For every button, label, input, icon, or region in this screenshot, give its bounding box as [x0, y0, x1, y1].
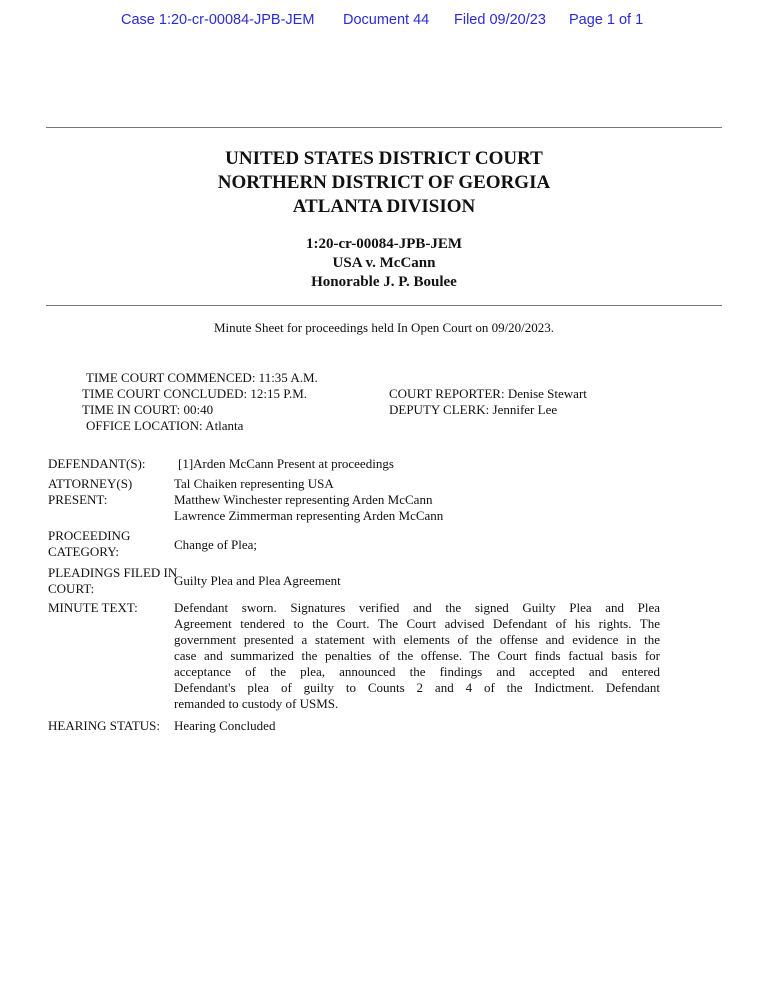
attorney-item: Tal Chaiken representing USA: [174, 476, 334, 491]
pleadings-value: Guilty Plea and Plea Agreement: [174, 573, 341, 588]
hearing-status-value: Hearing Concluded: [174, 718, 276, 733]
proceeding-label: [48, 528, 130, 560]
defendant-label: DEFENDANT(S):: [48, 456, 146, 471]
hearing-status-label: HEARING STATUS:: [48, 718, 160, 733]
minute-text-line: Agreement tendered to the Court. The Court advised Defendant of his rights. The: [174, 616, 660, 631]
divider: [46, 127, 722, 128]
minute-text-line: acceptance of the plea, announced the findings and accepted and entered: [174, 664, 660, 679]
minute-text-line: Defendant's plea of guilty to Counts 2 and 4 of the Indictment. Defendant: [174, 680, 660, 695]
attorney-item: Lawrence Zimmerman representing Arden McCann: [174, 508, 444, 523]
minute-text: [174, 600, 660, 712]
case-number: 1:20-cr-00084-JPB-JEM: [305, 236, 463, 252]
document-number-stamp: Document 44: [343, 12, 430, 28]
attorney-label-line: PRESENT:: [48, 492, 108, 507]
filed-date-stamp: Filed 09/20/23: [454, 12, 546, 28]
case-parties: USA v. McCann: [332, 255, 436, 271]
court-name: UNITED STATES DISTRICT COURT: [225, 148, 543, 169]
office-location: OFFICE LOCATION: Atlanta: [86, 418, 244, 433]
case-number-stamp: Case 1:20-cr-00084-JPB-JEM: [121, 12, 315, 28]
court-division: ATLANTA DIVISION: [292, 196, 476, 217]
proceeding-label-line: CATEGORY:: [48, 544, 120, 559]
intro-text: Minute Sheet for proceedings held In Open Court on 09/20/2023.: [213, 320, 555, 335]
deputy-clerk: DEPUTY CLERK: Jennifer Lee: [389, 402, 558, 417]
court-reporter: COURT REPORTER: Denise Stewart: [389, 386, 587, 401]
pleadings-label-line: COURT:: [48, 581, 95, 596]
minute-text-label: MINUTE TEXT:: [48, 600, 138, 615]
judge-name: Honorable J. P. Boulee: [311, 274, 457, 290]
court-heading: [0, 147, 768, 219]
time-commenced: TIME COURT COMMENCED: 11:35 A.M.: [86, 370, 318, 385]
time-in-court: TIME IN COURT: 00:40: [82, 402, 214, 417]
court-district: NORTHERN DISTRICT OF GEORGIA: [217, 172, 551, 193]
attorney-label: [48, 476, 132, 508]
attorney-label-line: ATTORNEY(S): [48, 476, 133, 491]
minute-text-line: case and summarized the penalties of the offense. The Court finds factual basis for: [174, 648, 660, 663]
minute-text-line: government presented a statement with elements of the offense and evidence in the: [174, 632, 660, 647]
proceeding-value: Change of Plea;: [174, 537, 258, 552]
minute-text-line: remanded to custody of USMS.: [174, 696, 339, 711]
attorney-item: Matthew Winchester representing Arden McCann: [174, 492, 433, 507]
attorney-list: [174, 476, 443, 524]
pleadings-label-line: PLEADINGS FILED IN: [48, 565, 178, 580]
defendant-value: [1]Arden McCann Present at proceedings: [178, 456, 394, 471]
proceeding-label-line: PROCEEDING: [48, 528, 131, 543]
case-caption: [0, 235, 768, 292]
minute-text-line: Defendant sworn. Signatures verified and the signed Guilty Plea and Plea: [174, 600, 660, 615]
time-concluded: TIME COURT CONCLUDED: 12:15 P.M.: [82, 386, 308, 401]
page-number-stamp: Page 1 of 1: [569, 12, 644, 28]
pleadings-label: [48, 565, 177, 597]
divider: [46, 305, 722, 306]
